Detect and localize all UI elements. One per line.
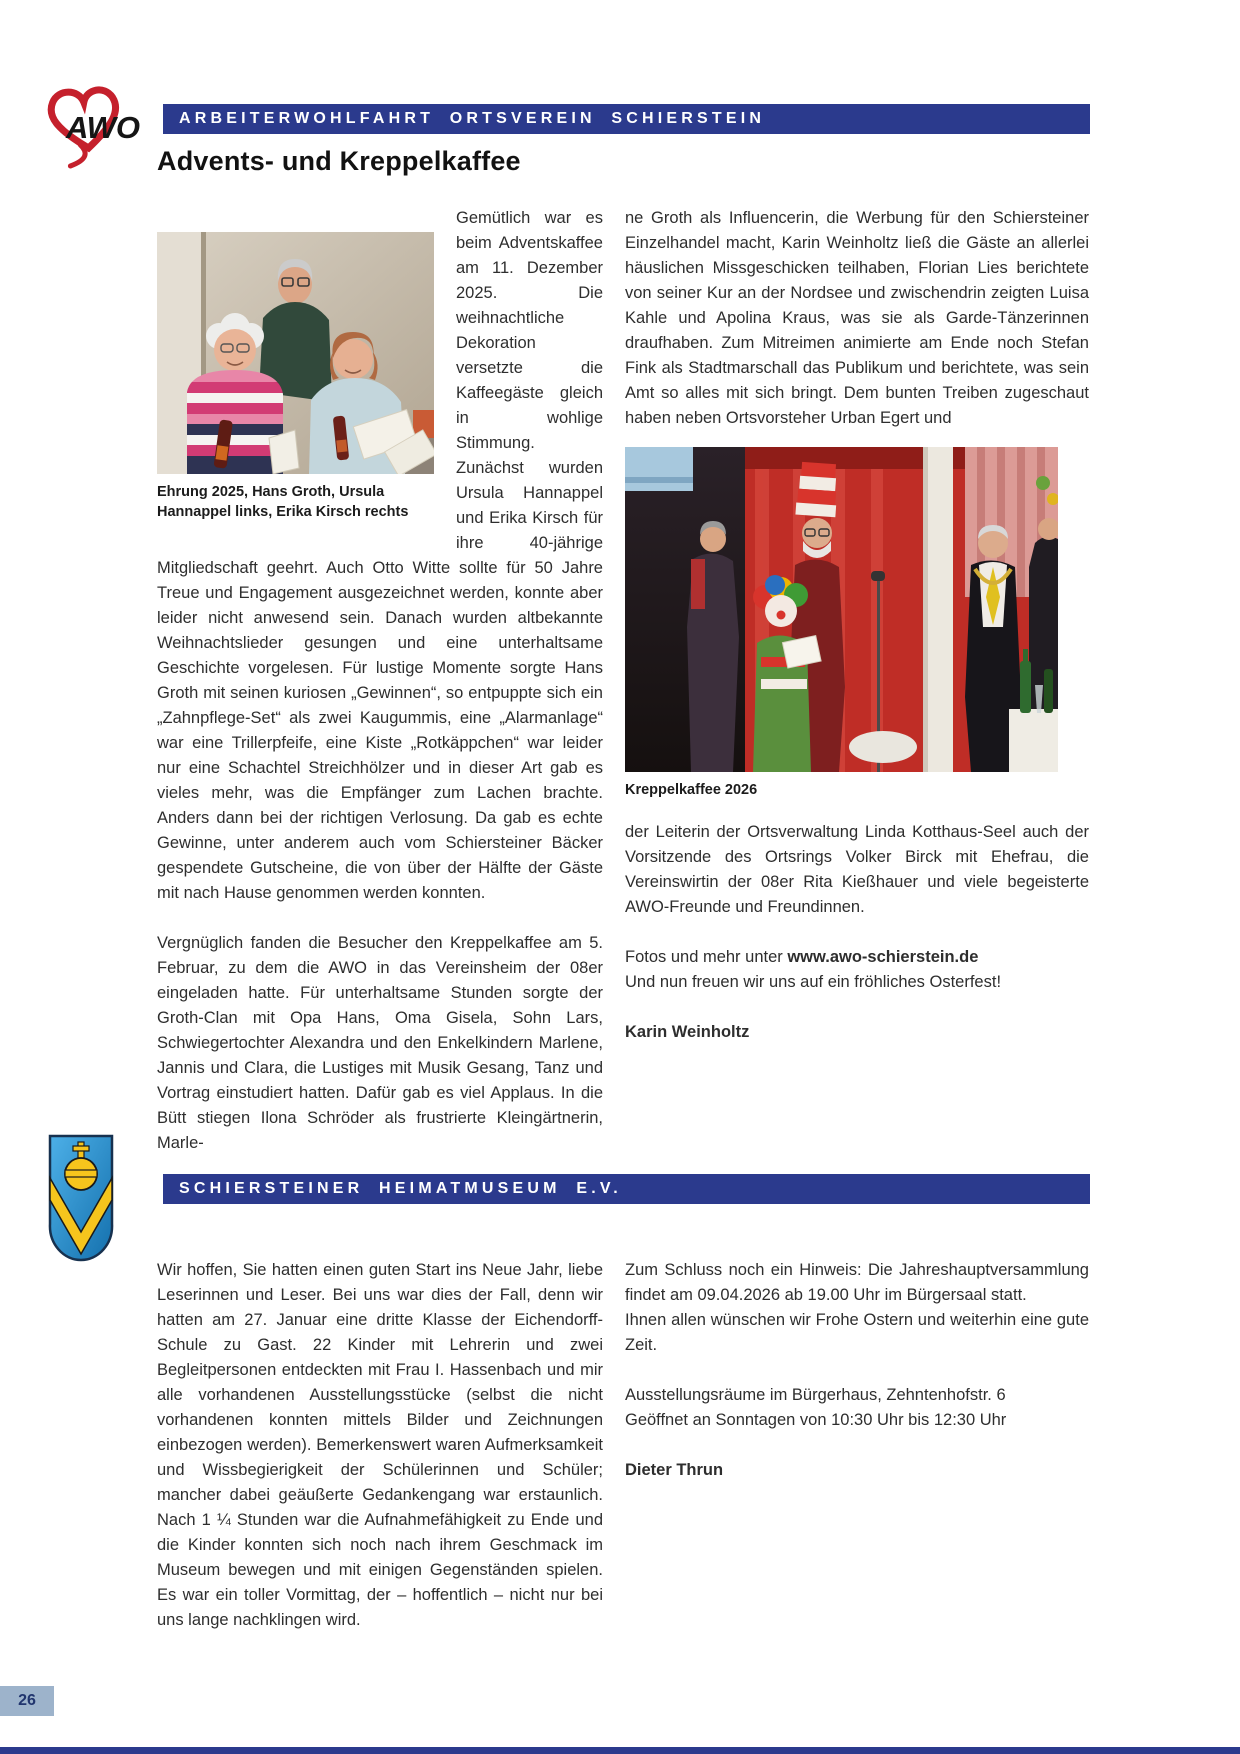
- crest-icon: [46, 1132, 116, 1264]
- awo-heart-logo-icon: [42, 78, 162, 170]
- museum-notice-line1: Zum Schluss noch ein Hinweis: Die Jahreshauptversammlung findet am 09.04.2026 ab 19.00 Uhr im Bürgersaal statt.: [625, 1261, 1089, 1304]
- museum-author: Dieter Thrun: [625, 1461, 724, 1479]
- heimatmuseum-crest-icon: [46, 1132, 116, 1264]
- museum-paragraph-1: Wir hoffen, Sie hatten einen guten Start ins Neue Jahr, liebe Leserinnen und Leser. Bei uns war dies der Fall, denn wir hatten am 27. Januar eine dritte Klasse der Eichendorff-Schule zu Gast. 22 Kinder mit Lehrerin und zwei Begleitpersonen entdeckten mit Frau I. Hassenbach und mir alle vorhandenen Ausstellungsstücke (selbst die nicht vorhandenen konnten mittels Bilder und Zeichnungen einbezogen werden). Bemerkenswert waren Aufmerksamkeit und Wissbegierigkeit der Schülerinnen und Schüler; mancher dabei geäußerte Gedankengang war erstaunlich. Nach 1 ¼ Stunden war die Aufnahmefähigkeit zu Ende und die Kinder konnten sich noch nach ihrem Geschmack im Museum bewegen und mit einigen Gegenständen spielen. Es war ein toller Vormittag, der – hoffentlich – nicht nur bei uns lange nachklingen wird.: [157, 1261, 603, 1629]
- photo-kreppelkaffee: [625, 447, 1058, 772]
- awo-heart-icon: [42, 78, 162, 170]
- museum-notice: [625, 1258, 1089, 1358]
- section-banner-awo: ARBEITERWOHLFAHRT ORTSVEREIN SCHIERSTEIN: [163, 104, 1090, 134]
- footer-bar: [0, 1747, 1240, 1754]
- museum-address: [625, 1383, 1089, 1433]
- photo2-caption: Kreppelkaffee 2026: [625, 782, 758, 798]
- awo-paragraph-4: der Leiterin der Ortsverwaltung Linda Kotthaus-Seel auch der Vorsitzende des Ortsrings Volker Birck mit Ehefrau, die Vereinswirtin der 08er Rita Kießhauer und viele begeisterte AWO-Freunde und Freundinnen.: [625, 823, 1089, 916]
- article-title: Advents- und Kreppelkaffee: [157, 146, 521, 176]
- awo-paragraph-1: Gemütlich war es beim Adventskaffee am 11. Dezember 2025. Die weihnachtliche Dekoration versetzte die Kaffeegäste gleich in wohlige Stimmung. Zunächst wurden Ursula Hannappel und Erika Kirsch für ihre 40-jährige Mitgliedschaft geehrt. Auch Otto Witte sollte für 50 Jahre Treue und Engagement ausgezeichnet werden, konnte aber leider nicht anwesend sein. Danach wurden altbekannte Weihnachtslieder gesungen und eine unterhaltsame Geschichte vorgelesen. Für lustige Momente sorgte Hans Groth mit seinen kuriosen „Gewinnen“, so entpuppte sich ein „Zahnpflege-Set“ als zwei Kaugummis, eine „Alarmanlage“ war eine Trillerpfeife, eine Kiste „Rotkäppchen“ war leider nur eine Schachtel Streichhölzer und in dieser Art gab es vieles mehr, was die Empfänger zum Lachen brachte. Anders dann bei der richtigen Verlosung. Da gab es echte Gewinne, unter anderem auch vom Schiersteiner Bäcker gespendete Gutscheine, die von über der Hälfte der Gäste mit nach Hause genommen werden konnten.: [157, 209, 603, 902]
- section-banner-heimatmuseum: SCHIERSTEINER HEIMATMUSEUM E.V.: [163, 1174, 1090, 1204]
- photo-advents-ehrung: [157, 232, 434, 474]
- fotos-prefix: Fotos und mehr unter: [625, 948, 788, 966]
- awo-website-url: www.awo-schierstein.de: [787, 948, 979, 966]
- awo-column-right: [625, 206, 1089, 1070]
- museum-notice-line2: Ihnen allen wünschen wir Frohe Ostern und weiterhin eine gute Zeit.: [625, 1311, 1089, 1354]
- awo-column-left: [157, 206, 603, 1181]
- awo-fotos-line: [625, 945, 1089, 995]
- figure-kreppelkaffee: [625, 447, 1058, 800]
- museum-column-right: [625, 1258, 1089, 1508]
- museum-column-left: [157, 1258, 603, 1658]
- figure-ehrung: [157, 232, 434, 522]
- photo1-caption: Ehrung 2025, Hans Groth, Ursula Hannappel links, Erika Kirsch rechts: [157, 484, 409, 520]
- awo-paragraph-2: Vergnüglich fanden die Besucher den Kreppelkaffee am 5. Februar, zu dem die AWO in das Vereinsheim der 08er eingeladen hatte. Für unterhaltsame Stunden sorgte der Groth-Clan mit Opa Hans, Oma Gisela, Sohn Lars, Schwiegertochter Alexandra und den Enkelkindern Marlene, Jannis und Clara, die Lustiges mit Musik Gesang, Tanz und Vortrag einstudiert hatten. Dafür gab es viel Applaus. In die Bütt stiegen Ilona Schröder als frustrierte Kleingärtnerin, Marle-: [157, 934, 603, 1152]
- museum-address-line2: Geöffnet an Sonntagen von 10:30 Uhr bis 12:30 Uhr: [625, 1411, 1007, 1429]
- museum-address-line1: Ausstellungsräume im Bürgerhaus, Zehntenhofstr. 6: [625, 1386, 1006, 1404]
- awo-author: Karin Weinholtz: [625, 1023, 750, 1041]
- fotos-line2: Und nun freuen wir uns auf ein fröhliches Osterfest!: [625, 973, 1002, 991]
- awo-logo-text: AWO: [66, 110, 141, 145]
- page-number: 26: [0, 1686, 54, 1716]
- awo-paragraph-3: ne Groth als Influencerin, die Werbung für den Schiersteiner Einzelhandel macht, Karin Weinholtz ließ die Gäste an allerlei häuslichen Missgeschicken teilhaben, Florian Lies berichtete von seiner Kur an der Nordsee und zwischendrin zeigten Luisa Kahle und Apolina Kraus, was sie als Garde-Tänzerinnen draufhaben. Zum Mitreimen animierte am Ende noch Stefan Fink als Stadtmarschall das Publikum und berichtete, was sein Amt so alles mit sich bringt. Dem bunten Treiben zugeschaut haben neben Ortsvorsteher Urban Egert und: [625, 209, 1089, 427]
